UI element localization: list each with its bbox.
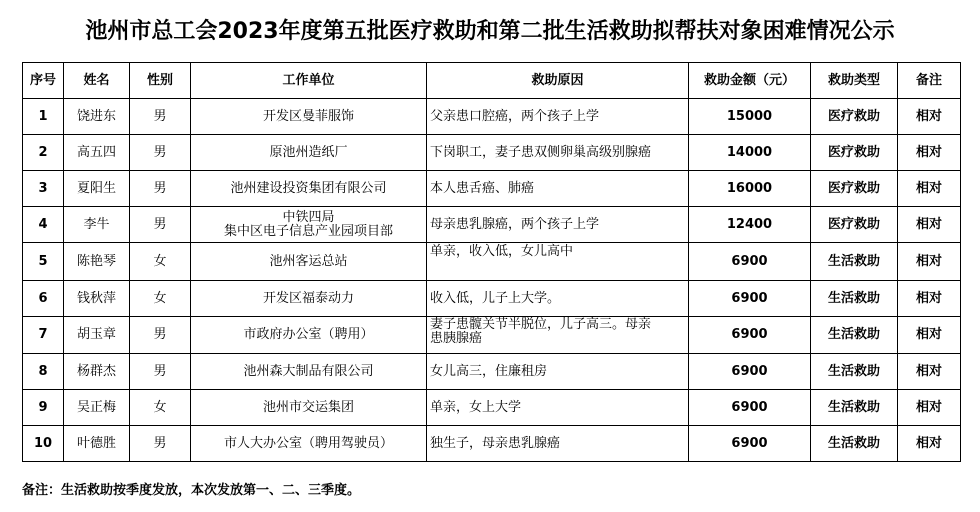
cell-type: 生活救助 [811, 243, 898, 281]
table-row [23, 390, 961, 426]
cell-remark: 相对 [898, 426, 961, 462]
cell-type: 医疗救助 [811, 99, 898, 135]
cell-name: 胡玉章 [64, 317, 130, 354]
cell-type: 医疗救助 [811, 207, 898, 243]
cell-no: 9 [23, 390, 64, 426]
cell-remark: 相对 [898, 317, 961, 354]
cell-type: 医疗救助 [811, 135, 898, 171]
table-row [23, 281, 961, 317]
cell-amount: 14000 [689, 135, 811, 171]
cell-amount: 12400 [689, 207, 811, 243]
cell-remark: 相对 [898, 281, 961, 317]
cell-unit: 市人大办公室（聘用驾驶员） [191, 426, 427, 462]
cell-no: 5 [23, 243, 64, 281]
cell-remark: 相对 [898, 99, 961, 135]
cell-unit-line2: 集中区电子信息产业园项目部 [223, 223, 393, 239]
table-row [23, 426, 961, 462]
cell-unit: 开发区曼菲服饰 [191, 99, 427, 135]
cell-reason: 收入低，儿子上大学。 [427, 281, 689, 317]
page-title: 池州市总工会2023年度第五批医疗救助和第二批生活救助拟帮扶对象困难情况公示 [85, 19, 895, 44]
cell-name: 钱秋萍 [64, 281, 130, 317]
cell-type: 生活救助 [811, 354, 898, 390]
cell-reason: 父亲患口腔癌，两个孩子上学 [427, 99, 689, 135]
cell-name: 陈艳琴 [64, 243, 130, 281]
cell-amount: 6900 [689, 426, 811, 462]
header-reason: 救助原因 [427, 63, 689, 99]
header-type: 救助类型 [811, 63, 898, 99]
cell-gender: 男 [130, 317, 191, 354]
cell-amount: 15000 [689, 99, 811, 135]
cell-reason: 母亲患乳腺癌，两个孩子上学 [427, 207, 689, 243]
cell-unit: 市政府办公室（聘用） [191, 317, 427, 354]
cell-gender: 男 [130, 135, 191, 171]
cell-no: 1 [23, 99, 64, 135]
cell-no: 2 [23, 135, 64, 171]
cell-reason: 单亲，女上大学 [427, 390, 689, 426]
cell-name: 杨群杰 [64, 354, 130, 390]
cell-name: 李牛 [64, 207, 130, 243]
cell-remark: 相对 [898, 354, 961, 390]
assistance-table [22, 62, 961, 462]
cell-amount: 6900 [689, 281, 811, 317]
cell-reason-line2: 患胰腺癌 [430, 331, 483, 346]
cell-gender: 女 [130, 243, 191, 281]
cell-unit: 池州森大制品有限公司 [191, 354, 427, 390]
footnote: 备注：生活救助按季度发放，本次发放第一、二、三季度。 [22, 483, 361, 498]
cell-unit: 池州客运总站 [191, 243, 427, 281]
cell-reason: 独生子，母亲患乳腺癌 [427, 426, 689, 462]
cell-unit-line1: 中铁四局 [282, 209, 335, 225]
cell-name: 高五四 [64, 135, 130, 171]
header-no: 序号 [23, 63, 64, 99]
cell-unit: 池州市交运集团 [191, 390, 427, 426]
header-name: 姓名 [64, 63, 130, 99]
cell-no: 8 [23, 354, 64, 390]
table-row [23, 171, 961, 207]
cell-name: 饶进东 [64, 99, 130, 135]
cell-gender: 女 [130, 390, 191, 426]
cell-no: 10 [23, 426, 64, 462]
cell-type: 生活救助 [811, 281, 898, 317]
cell-reason: 女儿高三，住廉租房 [427, 354, 689, 390]
cell-unit: 开发区福泰动力 [191, 281, 427, 317]
cell-gender: 男 [130, 354, 191, 390]
table-row [23, 135, 961, 171]
cell-gender: 男 [130, 171, 191, 207]
cell-unit [191, 207, 427, 243]
table-row [23, 207, 961, 243]
table-header-row [23, 63, 961, 99]
cell-reason [427, 317, 689, 354]
cell-name: 夏阳生 [64, 171, 130, 207]
cell-type: 生活救助 [811, 390, 898, 426]
cell-reason: 本人患舌癌、肺癌 [427, 171, 689, 207]
table-row [23, 99, 961, 135]
cell-amount: 6900 [689, 354, 811, 390]
cell-remark: 相对 [898, 171, 961, 207]
cell-reason: 下岗职工，妻子患双侧卵巢高级别腺癌 [427, 135, 689, 171]
header-amount: 救助金额（元） [689, 63, 811, 99]
cell-type: 生活救助 [811, 317, 898, 354]
cell-no: 6 [23, 281, 64, 317]
cell-type: 医疗救助 [811, 171, 898, 207]
table-row [23, 354, 961, 390]
header-gender: 性别 [130, 63, 191, 99]
cell-gender: 女 [130, 281, 191, 317]
cell-name: 吴正梅 [64, 390, 130, 426]
cell-amount: 6900 [689, 390, 811, 426]
cell-no: 4 [23, 207, 64, 243]
cell-reason: 单亲，收入低，女儿高中 [427, 243, 689, 281]
cell-remark: 相对 [898, 207, 961, 243]
cell-remark: 相对 [898, 390, 961, 426]
cell-type: 生活救助 [811, 426, 898, 462]
cell-unit: 池州建设投资集团有限公司 [191, 171, 427, 207]
cell-remark: 相对 [898, 243, 961, 281]
cell-remark: 相对 [898, 135, 961, 171]
cell-gender: 男 [130, 207, 191, 243]
cell-amount: 6900 [689, 243, 811, 281]
cell-amount: 16000 [689, 171, 811, 207]
cell-reason-line1: 妻子患髋关节半脱位，儿子高三。母亲 [430, 317, 652, 332]
table-row [23, 317, 961, 354]
cell-no: 3 [23, 171, 64, 207]
header-unit: 工作单位 [191, 63, 427, 99]
cell-gender: 男 [130, 99, 191, 135]
cell-unit: 原池州造纸厂 [191, 135, 427, 171]
table-row [23, 243, 961, 281]
header-remark: 备注 [898, 63, 961, 99]
cell-amount: 6900 [689, 317, 811, 354]
cell-no: 7 [23, 317, 64, 354]
cell-name: 叶德胜 [64, 426, 130, 462]
cell-gender: 男 [130, 426, 191, 462]
